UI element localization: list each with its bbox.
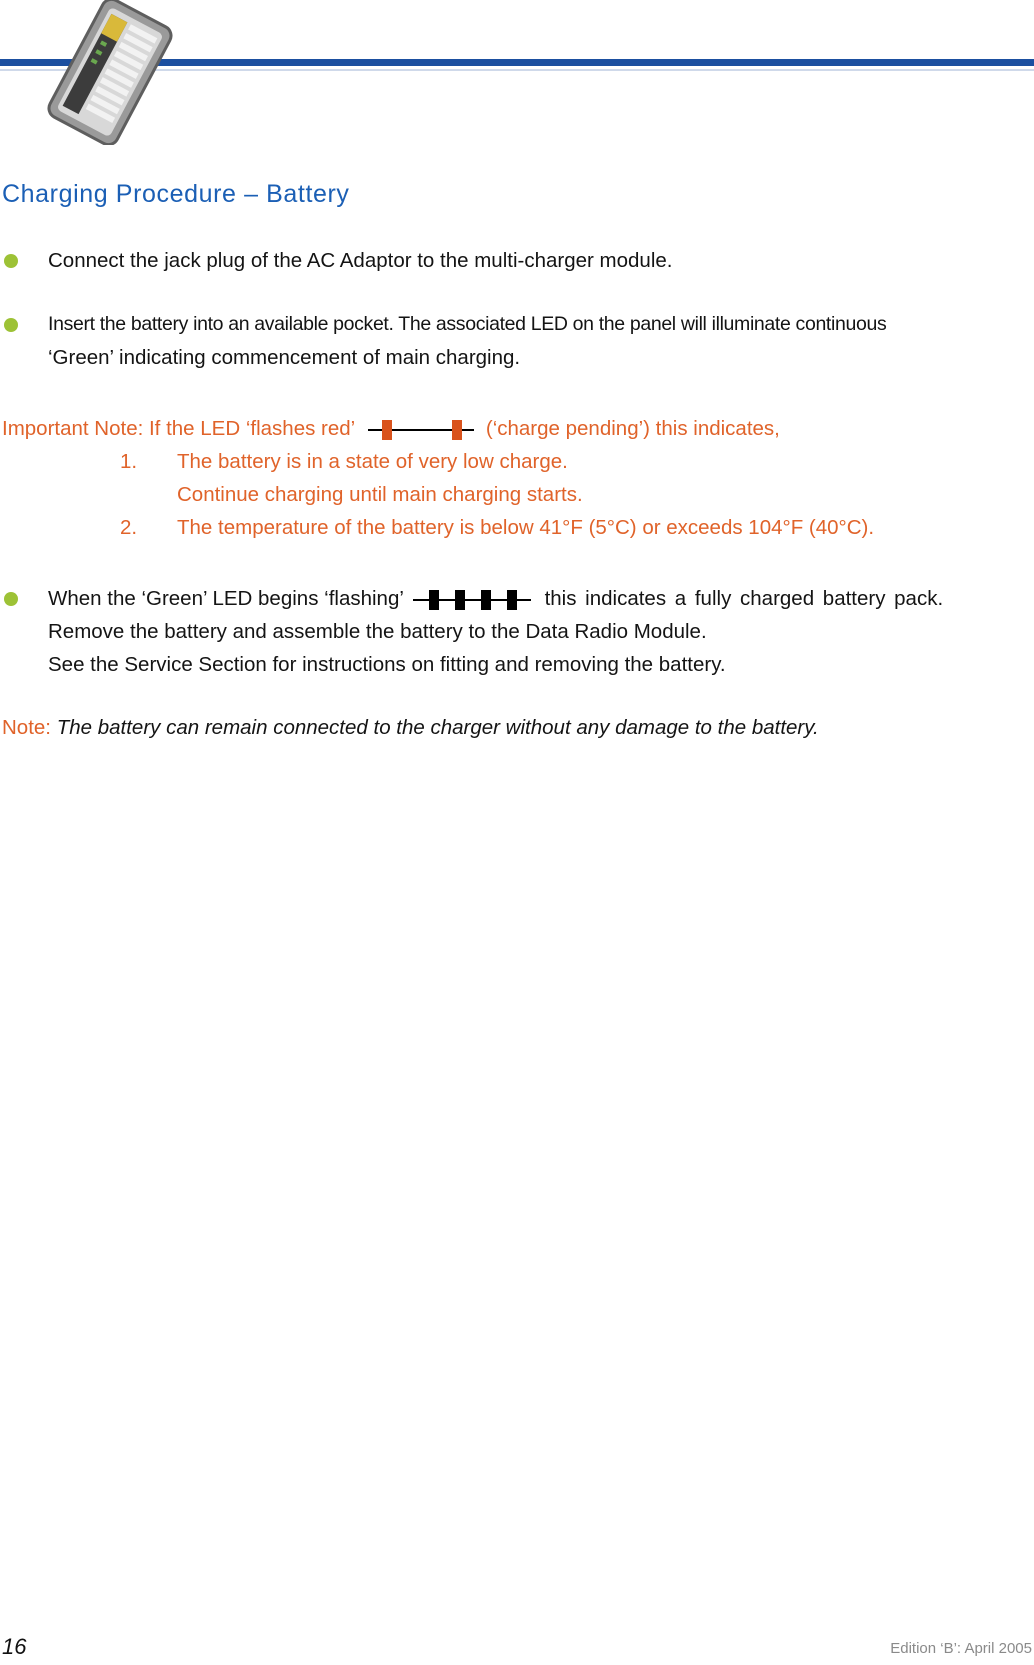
important-note-prefix: Important Note: If the LED ‘flashes red’ [2,417,355,440]
important-note [2,417,780,441]
note-text: The battery can remain connected to the charger without any damage to the battery. [56,716,819,739]
green-step-suffix: this indicates a fully charged battery pack. [544,587,944,610]
note [2,716,819,740]
step-green-flashing-line3: See the Service Section for instructions on fitting and removing the battery. [48,653,726,676]
step-insert-battery-line1: Insert the battery into an available pocket. The associated LED on the panel will illuminate continuous [48,313,887,335]
bullet-icon [4,592,18,606]
step-connect-adaptor: Connect the jack plug of the AC Adaptor to the multi-charger module. [48,249,673,272]
green-flash-led-icon [413,589,531,611]
note-label: Note: [2,716,51,739]
bullet-icon [4,254,18,268]
green-step-prefix: When the ‘Green’ LED begins ‘flashing’ [48,587,404,610]
important-note-item-text: The temperature of the battery is below 41°F (5°C) or exceeds 104°F (40°C). [177,516,875,539]
step-green-flashing-line1 [48,582,943,615]
important-note-item-number: 1. [120,450,138,473]
important-note-item-number: 2. [120,516,138,539]
page-number: 16 [2,1634,27,1659]
step-insert-battery-line2: ‘Green’ indicating commencement of main charging. [48,346,521,369]
important-note-suffix: (‘charge pending’) this indicates, [485,417,780,440]
edition-label: Edition ‘B’: April 2005 [890,1640,1032,1657]
section-title: Charging Procedure – Battery [2,180,350,208]
important-note-item-text: The battery is in a state of very low charge. [177,450,568,473]
multi-charger-device-icon [40,0,180,145]
bullet-icon [4,318,18,332]
important-note-item-text-continued: Continue charging until main charging starts. [177,483,583,506]
step-green-flashing-line2: Remove the battery and assemble the battery to the Data Radio Module. [48,620,707,643]
red-flash-led-icon [368,419,474,441]
